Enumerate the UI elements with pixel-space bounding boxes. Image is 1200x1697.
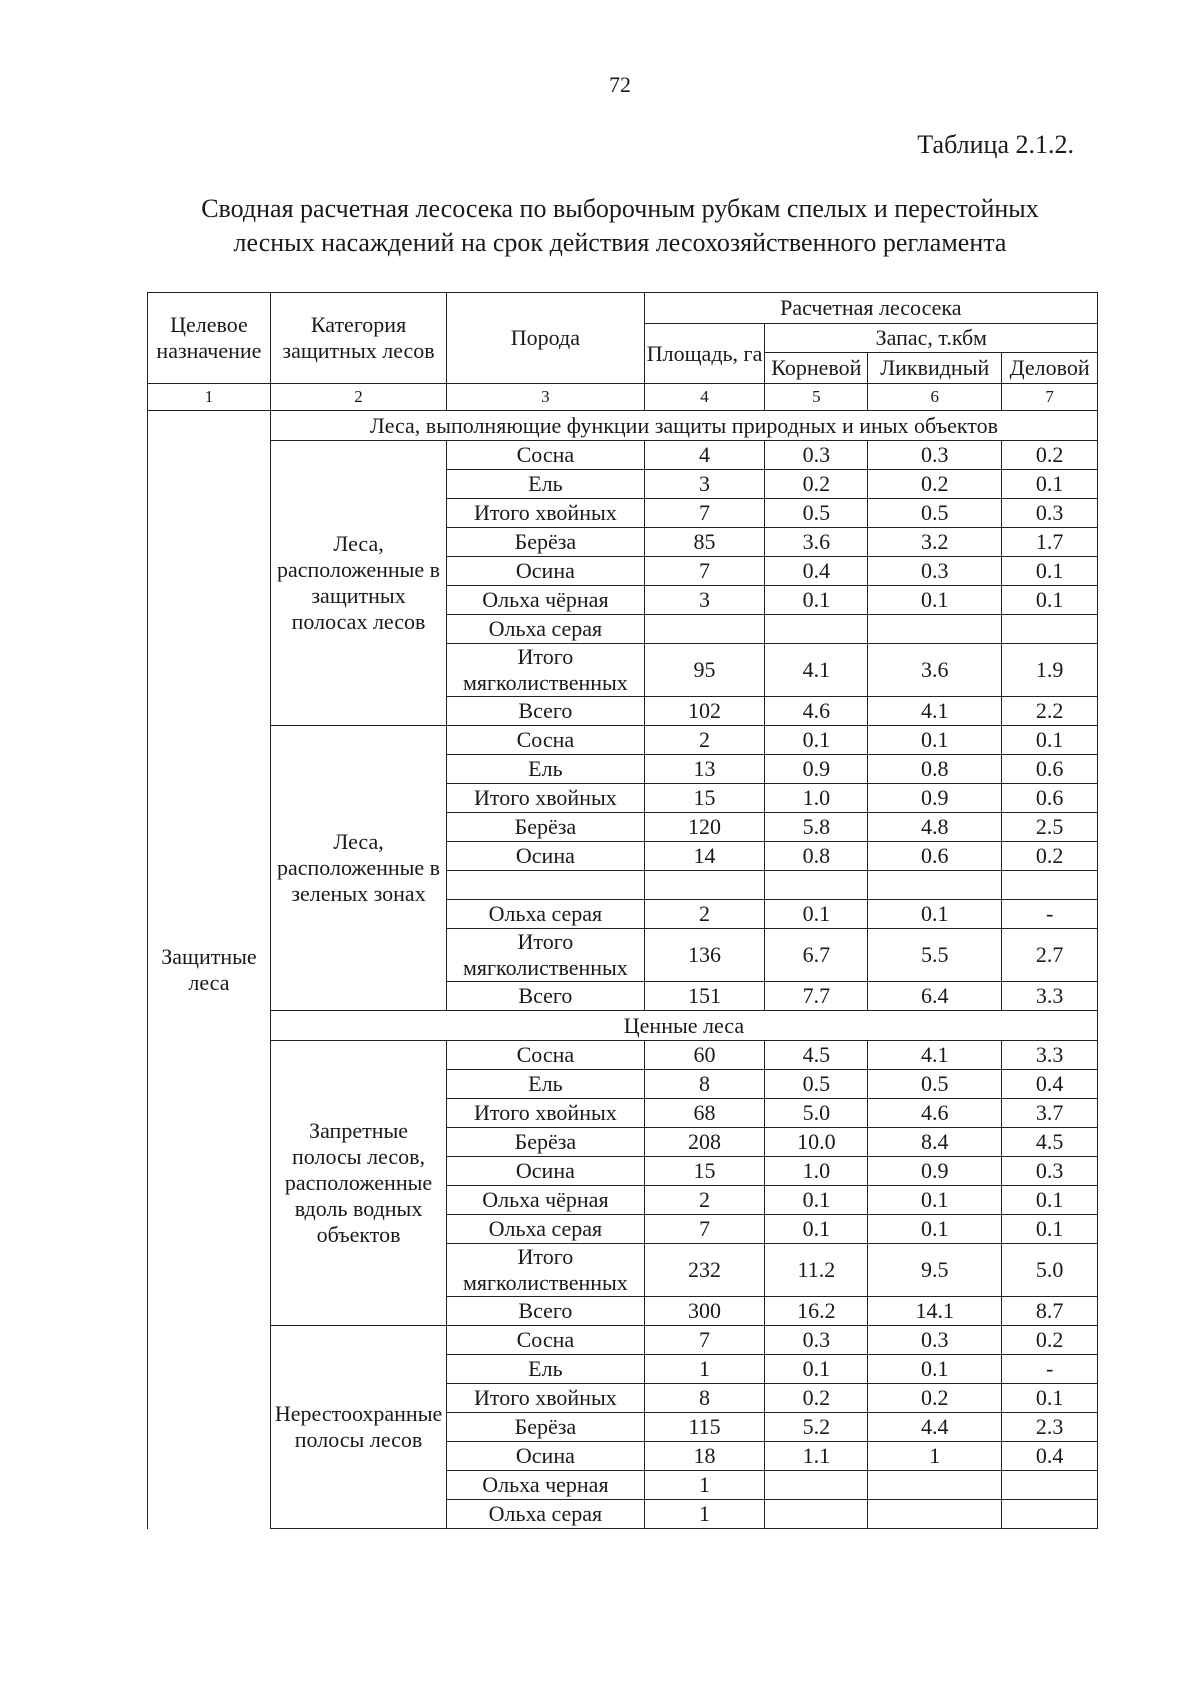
root-stock-cell: 3.6 xyxy=(765,528,868,557)
species-cell: Сосна xyxy=(447,1326,644,1355)
section-row xyxy=(148,411,1098,441)
business-stock-cell: 0.3 xyxy=(1002,499,1098,528)
area-cell: 3 xyxy=(644,470,765,499)
root-stock-cell: 0.5 xyxy=(765,1070,868,1099)
area-cell: 2 xyxy=(644,900,765,929)
liquid-stock-cell: 1 xyxy=(868,1442,1002,1471)
col-number-1: 1 xyxy=(148,384,271,411)
liquid-stock-cell: 9.5 xyxy=(868,1244,1002,1297)
cut-volume-table xyxy=(147,292,1098,1529)
area-cell: 115 xyxy=(644,1413,765,1442)
page-number: 72 xyxy=(609,72,631,97)
root-stock-cell: 0.8 xyxy=(765,842,868,871)
business-stock-cell: 8.7 xyxy=(1002,1297,1098,1326)
liquid-stock-cell xyxy=(868,1500,1002,1529)
liquid-stock-cell: 0.9 xyxy=(868,1157,1002,1186)
business-stock-cell xyxy=(1002,871,1098,900)
root-stock-cell: 16.2 xyxy=(765,1297,868,1326)
business-stock-cell: - xyxy=(1002,1355,1098,1384)
root-stock-cell xyxy=(765,871,868,900)
liquid-stock-cell: 0.1 xyxy=(868,586,1002,615)
root-stock-cell: 5.0 xyxy=(765,1099,868,1128)
liquid-stock-cell xyxy=(868,871,1002,900)
area-cell: 136 xyxy=(644,929,765,982)
col-number-3: 3 xyxy=(447,384,644,411)
area-cell: 208 xyxy=(644,1128,765,1157)
business-stock-cell: 2.2 xyxy=(1002,697,1098,726)
root-stock-cell: 5.2 xyxy=(765,1413,868,1442)
root-stock-cell: 0.9 xyxy=(765,755,868,784)
liquid-stock-cell: 0.8 xyxy=(868,755,1002,784)
area-cell: 1 xyxy=(644,1355,765,1384)
business-stock-cell: 3.3 xyxy=(1002,1041,1098,1070)
area-cell: 18 xyxy=(644,1442,765,1471)
area-cell: 14 xyxy=(644,842,765,871)
business-stock-cell: 0.2 xyxy=(1002,1326,1098,1355)
area-cell: 232 xyxy=(644,1244,765,1297)
business-stock-cell: 2.7 xyxy=(1002,929,1098,982)
species-cell: Ольха серая xyxy=(447,615,644,644)
liquid-stock-cell: 0.9 xyxy=(868,784,1002,813)
business-stock-cell: 0.3 xyxy=(1002,1157,1098,1186)
liquid-stock-cell: 4.8 xyxy=(868,813,1002,842)
root-stock-cell: 10.0 xyxy=(765,1128,868,1157)
species-cell: Осина xyxy=(447,557,644,586)
root-stock-cell: 0.1 xyxy=(765,1355,868,1384)
col-number-7: 7 xyxy=(1002,384,1098,411)
liquid-stock-cell: 0.2 xyxy=(868,1384,1002,1413)
header-root: Корневой xyxy=(765,353,868,384)
area-cell: 4 xyxy=(644,441,765,470)
area-cell: 120 xyxy=(644,813,765,842)
business-stock-cell: 2.3 xyxy=(1002,1413,1098,1442)
liquid-stock-cell: 0.5 xyxy=(868,499,1002,528)
liquid-stock-cell: 0.1 xyxy=(868,726,1002,755)
root-stock-cell: 4.5 xyxy=(765,1041,868,1070)
area-cell: 1 xyxy=(644,1500,765,1529)
root-stock-cell: 1.0 xyxy=(765,1157,868,1186)
species-cell: Ольха серая xyxy=(447,900,644,929)
business-stock-cell: 1.7 xyxy=(1002,528,1098,557)
purpose-cell: Защитные леса xyxy=(148,411,271,1529)
area-cell: 95 xyxy=(644,644,765,697)
table-row xyxy=(148,726,1098,755)
species-cell: Сосна xyxy=(447,726,644,755)
liquid-stock-cell: 0.3 xyxy=(868,1326,1002,1355)
species-cell: Итого хвойных xyxy=(447,784,644,813)
root-stock-cell: 0.2 xyxy=(765,470,868,499)
species-cell: Итого мягколиственных xyxy=(447,929,644,982)
area-cell: 102 xyxy=(644,697,765,726)
area-cell: 15 xyxy=(644,784,765,813)
business-stock-cell xyxy=(1002,615,1098,644)
species-cell: Берёза xyxy=(447,528,644,557)
root-stock-cell: 0.3 xyxy=(765,1326,868,1355)
category-cell: Запретные полосы лесов, расположенные вдоль водных объектов xyxy=(270,1041,446,1326)
area-cell: 15 xyxy=(644,1157,765,1186)
business-stock-cell: 5.0 xyxy=(1002,1244,1098,1297)
table-label: Таблица 2.1.2. xyxy=(917,130,1074,159)
species-cell: Ель xyxy=(447,470,644,499)
header-liquid: Ликвидный xyxy=(868,353,1002,384)
species-cell: Осина xyxy=(447,842,644,871)
header-category: Категория защитных лесов xyxy=(270,293,446,384)
liquid-stock-cell: 0.3 xyxy=(868,441,1002,470)
title-line-2: лесных насаждений на срок действия лесохозяйственного регламента xyxy=(233,228,1007,257)
col-number-2: 2 xyxy=(270,384,446,411)
table-title xyxy=(140,192,1100,260)
business-stock-cell: 1.9 xyxy=(1002,644,1098,697)
header-business: Деловой xyxy=(1002,353,1098,384)
root-stock-cell xyxy=(765,615,868,644)
business-stock-cell: 0.1 xyxy=(1002,1186,1098,1215)
area-cell: 3 xyxy=(644,586,765,615)
liquid-stock-cell: 0.1 xyxy=(868,1355,1002,1384)
species-cell: Всего xyxy=(447,982,644,1011)
business-stock-cell: 0.6 xyxy=(1002,755,1098,784)
liquid-stock-cell xyxy=(868,615,1002,644)
title-line-1: Сводная расчетная лесосека по выборочным рубкам спелых и перестойных xyxy=(201,194,1039,223)
liquid-stock-cell: 5.5 xyxy=(868,929,1002,982)
species-cell: Берёза xyxy=(447,1128,644,1157)
liquid-stock-cell: 6.4 xyxy=(868,982,1002,1011)
business-stock-cell: 0.2 xyxy=(1002,441,1098,470)
species-cell: Сосна xyxy=(447,1041,644,1070)
area-cell: 2 xyxy=(644,1186,765,1215)
category-cell: Леса, расположенные в защитных полосах лесов xyxy=(270,441,446,726)
liquid-stock-cell: 0.1 xyxy=(868,900,1002,929)
root-stock-cell: 4.1 xyxy=(765,644,868,697)
header-species: Порода xyxy=(447,293,644,384)
species-cell: Итого хвойных xyxy=(447,1384,644,1413)
table-row xyxy=(148,441,1098,470)
header-purpose: Целевое назначение xyxy=(148,293,271,384)
species-cell: Берёза xyxy=(447,813,644,842)
business-stock-cell: 3.7 xyxy=(1002,1099,1098,1128)
business-stock-cell: 0.1 xyxy=(1002,470,1098,499)
species-cell: Итого мягколиственных xyxy=(447,1244,644,1297)
col-number-6: 6 xyxy=(868,384,1002,411)
species-cell: Берёза xyxy=(447,1413,644,1442)
root-stock-cell: 0.1 xyxy=(765,900,868,929)
business-stock-cell: 0.1 xyxy=(1002,1384,1098,1413)
table-row xyxy=(148,1326,1098,1355)
header-calc-cut: Расчетная лесосека xyxy=(644,293,1097,324)
liquid-stock-cell: 4.4 xyxy=(868,1413,1002,1442)
species-cell: Всего xyxy=(447,697,644,726)
root-stock-cell: 0.1 xyxy=(765,1186,868,1215)
root-stock-cell: 5.8 xyxy=(765,813,868,842)
liquid-stock-cell: 0.1 xyxy=(868,1215,1002,1244)
business-stock-cell xyxy=(1002,1500,1098,1529)
area-cell: 60 xyxy=(644,1041,765,1070)
species-cell: Сосна xyxy=(447,441,644,470)
area-cell: 8 xyxy=(644,1384,765,1413)
species-cell: Итого хвойных xyxy=(447,1099,644,1128)
root-stock-cell: 0.2 xyxy=(765,1384,868,1413)
business-stock-cell: 4.5 xyxy=(1002,1128,1098,1157)
root-stock-cell: 11.2 xyxy=(765,1244,868,1297)
liquid-stock-cell: 0.2 xyxy=(868,470,1002,499)
business-stock-cell: 0.1 xyxy=(1002,1215,1098,1244)
business-stock-cell: 3.3 xyxy=(1002,982,1098,1011)
liquid-stock-cell: 3.2 xyxy=(868,528,1002,557)
liquid-stock-cell: 0.1 xyxy=(868,1186,1002,1215)
area-cell: 85 xyxy=(644,528,765,557)
liquid-stock-cell: 0.6 xyxy=(868,842,1002,871)
root-stock-cell: 0.3 xyxy=(765,441,868,470)
species-cell: Ольха черная xyxy=(447,1471,644,1500)
business-stock-cell: 0.1 xyxy=(1002,557,1098,586)
root-stock-cell: 4.6 xyxy=(765,697,868,726)
area-cell: 151 xyxy=(644,982,765,1011)
business-stock-cell: 2.5 xyxy=(1002,813,1098,842)
area-cell: 2 xyxy=(644,726,765,755)
area-cell: 68 xyxy=(644,1099,765,1128)
liquid-stock-cell: 3.6 xyxy=(868,644,1002,697)
business-stock-cell: 0.1 xyxy=(1002,586,1098,615)
area-cell xyxy=(644,615,765,644)
area-cell: 7 xyxy=(644,557,765,586)
species-cell: Ольха чёрная xyxy=(447,1186,644,1215)
liquid-stock-cell: 4.6 xyxy=(868,1099,1002,1128)
root-stock-cell: 0.1 xyxy=(765,1215,868,1244)
business-stock-cell: 0.4 xyxy=(1002,1442,1098,1471)
liquid-stock-cell: 0.5 xyxy=(868,1070,1002,1099)
root-stock-cell: 1.0 xyxy=(765,784,868,813)
area-cell: 13 xyxy=(644,755,765,784)
business-stock-cell: 0.2 xyxy=(1002,842,1098,871)
business-stock-cell: 0.1 xyxy=(1002,726,1098,755)
liquid-stock-cell: 14.1 xyxy=(868,1297,1002,1326)
species-cell: Ель xyxy=(447,1070,644,1099)
liquid-stock-cell: 8.4 xyxy=(868,1128,1002,1157)
liquid-stock-cell: 4.1 xyxy=(868,697,1002,726)
table-row xyxy=(148,1041,1098,1070)
col-number-4: 4 xyxy=(644,384,765,411)
species-cell: Ель xyxy=(447,1355,644,1384)
root-stock-cell: 0.1 xyxy=(765,726,868,755)
area-cell: 8 xyxy=(644,1070,765,1099)
species-cell: Итого мягколиственных xyxy=(447,644,644,697)
liquid-stock-cell: 0.3 xyxy=(868,557,1002,586)
root-stock-cell xyxy=(765,1471,868,1500)
liquid-stock-cell xyxy=(868,1471,1002,1500)
root-stock-cell: 7.7 xyxy=(765,982,868,1011)
section-heading: Ценные леса xyxy=(270,1011,1097,1041)
category-cell: Нерестоохранные полосы лесов xyxy=(270,1326,446,1529)
business-stock-cell: - xyxy=(1002,900,1098,929)
area-cell: 7 xyxy=(644,1215,765,1244)
root-stock-cell: 0.1 xyxy=(765,586,868,615)
business-stock-cell: 0.4 xyxy=(1002,1070,1098,1099)
area-cell: 1 xyxy=(644,1471,765,1500)
area-cell: 7 xyxy=(644,499,765,528)
species-cell: Ель xyxy=(447,755,644,784)
species-cell: Итого хвойных xyxy=(447,499,644,528)
category-cell: Леса, расположенные в зеленых зонах xyxy=(270,726,446,1011)
area-cell: 7 xyxy=(644,1326,765,1355)
liquid-stock-cell: 4.1 xyxy=(868,1041,1002,1070)
section-heading: Леса, выполняющие функции защиты природных и иных объектов xyxy=(270,411,1097,441)
root-stock-cell: 0.4 xyxy=(765,557,868,586)
section-row xyxy=(148,1011,1098,1041)
root-stock-cell: 0.5 xyxy=(765,499,868,528)
business-stock-cell xyxy=(1002,1471,1098,1500)
header-area: Площадь, га xyxy=(644,324,765,384)
root-stock-cell: 6.7 xyxy=(765,929,868,982)
root-stock-cell: 1.1 xyxy=(765,1442,868,1471)
species-cell: Ольха серая xyxy=(447,1500,644,1529)
species-cell: Осина xyxy=(447,1442,644,1471)
species-cell: Осина xyxy=(447,1157,644,1186)
root-stock-cell xyxy=(765,1500,868,1529)
header-stock: Запас, т.кбм xyxy=(765,324,1098,353)
species-cell: Ольха чёрная xyxy=(447,586,644,615)
species-cell: Всего xyxy=(447,1297,644,1326)
col-number-5: 5 xyxy=(765,384,868,411)
business-stock-cell: 0.6 xyxy=(1002,784,1098,813)
species-cell: Ольха серая xyxy=(447,1215,644,1244)
area-cell xyxy=(644,871,765,900)
area-cell: 300 xyxy=(644,1297,765,1326)
species-cell xyxy=(447,871,644,900)
